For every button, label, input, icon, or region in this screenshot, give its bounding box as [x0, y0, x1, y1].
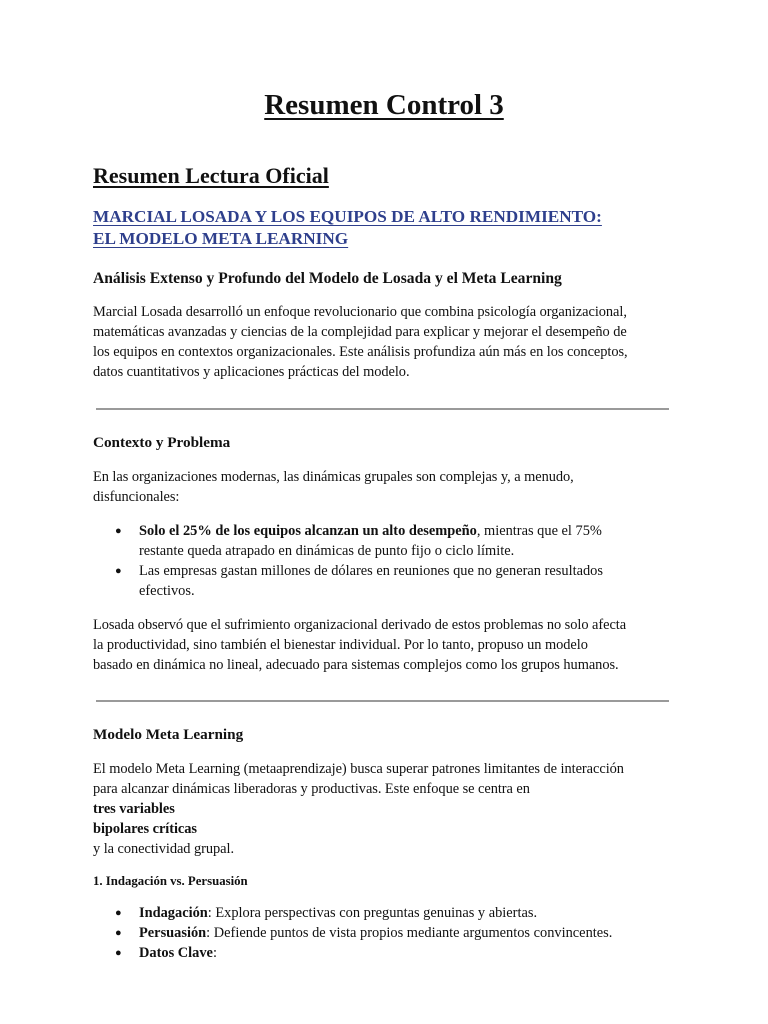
bold-text: Datos Clave — [139, 945, 213, 961]
list-item — [115, 521, 675, 561]
contexto-closing — [93, 615, 675, 675]
modelo-subheading: 1. Indagación vs. Persuasión — [93, 874, 248, 888]
modelo-line: El modelo Meta Learning (metaaprendizaje) busca superar patrones limitantes de interacción — [93, 761, 624, 777]
bullet-line: efectivos. — [139, 583, 195, 599]
intro-line: datos cuantitativos y aplicaciones prácticas del modelo. — [93, 364, 410, 380]
contexto-bullet-list — [93, 521, 675, 601]
closing-line: la productividad, sino también el bienestar individual. Por lo tanto, propuso un modelo — [93, 637, 588, 653]
modelo-heading: Modelo Meta Learning — [93, 726, 244, 743]
list-item — [115, 903, 675, 923]
modelo-text: y la conectividad grupal. — [93, 841, 235, 857]
bullet-text: : Explora perspectivas con preguntas genuinas y abiertas. — [207, 905, 538, 921]
modelo-paragraph — [93, 759, 675, 859]
contexto-heading: Contexto y Problema — [93, 434, 231, 451]
bullet-line — [139, 923, 675, 943]
intro-line: matemáticas avanzadas y ciencias de la complejidad para explicar y mejorar el desempeño de — [93, 324, 627, 340]
closing-line: basado en dinámica no lineal, adecuado para sistemas complejos como los grupos humanos. — [93, 657, 619, 673]
section-divider — [96, 700, 669, 702]
bullet-glyph: ● — [115, 525, 122, 537]
bullet-text: : Defiende puntos de vista propios mediante argumentos convincentes. — [206, 925, 613, 941]
article-title-line-1: MARCIAL LOSADA Y LOS EQUIPOS DE ALTO RENDIMIENTO: — [93, 207, 602, 226]
bullet-glyph: ● — [115, 907, 122, 919]
bullet-text: , mientras que el 75% — [476, 523, 602, 539]
bullet-line: Las empresas gastan millones de dólares en reuniones que no generan resultados — [139, 563, 603, 579]
intro-paragraph — [93, 302, 675, 382]
bullet-glyph: ● — [115, 565, 122, 577]
bold-text: Persuasión — [139, 925, 207, 941]
bullet-glyph: ● — [115, 947, 122, 959]
bullet-glyph: ● — [115, 927, 122, 939]
article-title-line-2: EL MODELO META LEARNING — [93, 229, 349, 248]
article-title — [93, 206, 675, 250]
bullet-line — [139, 521, 675, 541]
bullet-text: : — [212, 945, 217, 961]
modelo-line — [93, 779, 675, 819]
list-item — [115, 923, 675, 943]
bold-text: bipolares críticas — [93, 821, 197, 837]
analysis-heading: Análisis Extenso y Profundo del Modelo de Losada y el Meta Learning — [93, 270, 562, 287]
list-item — [115, 561, 675, 601]
bold-text: Indagación — [139, 905, 208, 921]
bullet-line: restante queda atrapado en dinámicas de punto fijo o ciclo límite. — [139, 543, 515, 559]
intro-line: Marcial Losada desarrolló un enfoque revolucionario que combina psicología organizacional, — [93, 304, 627, 320]
modelo-bullet-list — [93, 903, 675, 963]
page-title: Resumen Control 3 — [264, 89, 504, 121]
contexto-intro-line: En las organizaciones modernas, las dinámicas grupales son complejas y, a menudo, — [93, 469, 574, 485]
contexto-intro — [93, 467, 675, 507]
modelo-text: para alcanzar dinámicas liberadoras y productivas. Este enfoque se centra en — [93, 781, 530, 797]
lectura-heading: Resumen Lectura Oficial — [93, 163, 329, 188]
contexto-intro-line: disfuncionales: — [93, 489, 180, 505]
list-item — [115, 943, 675, 963]
bullet-line — [139, 943, 675, 963]
modelo-line — [93, 819, 675, 859]
intro-line: los equipos en contextos organizacionales. Este análisis profundiza aún más en los conceptos, — [93, 344, 628, 360]
closing-line: Losada observó que el sufrimiento organizacional derivado de estos problemas no solo afecta — [93, 617, 627, 633]
bullet-line — [139, 903, 675, 923]
bold-text: Solo el 25% de los equipos alcanzan un alto desempeño — [139, 523, 477, 539]
bold-text: tres variables — [93, 801, 175, 817]
section-divider — [96, 408, 669, 410]
